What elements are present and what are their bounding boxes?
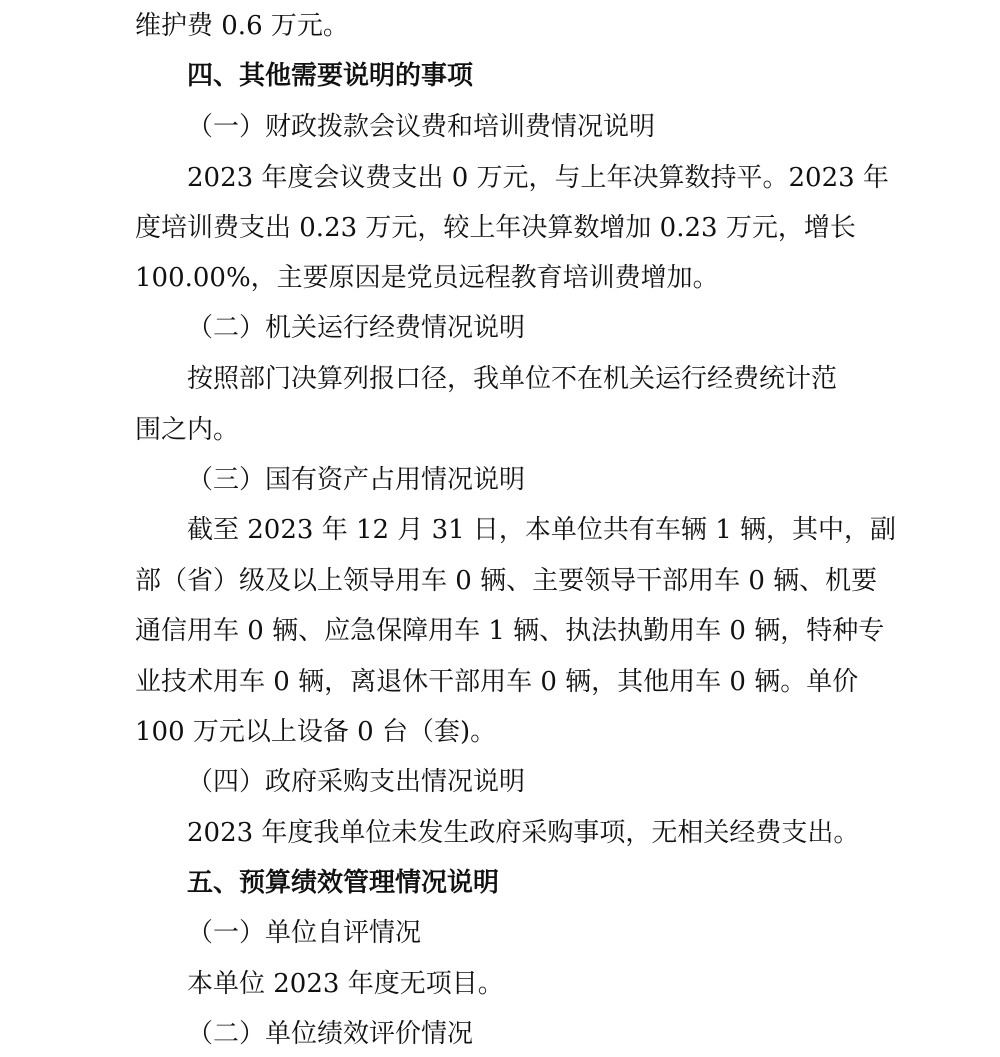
- subsection-heading: （四）政府采购支出情况说明: [187, 767, 526, 797]
- paragraph-line: 通信用车 0 辆、应急保障用车 1 辆、执法执勤用车 0 辆，特种专: [135, 616, 885, 646]
- paragraph-line: 维护费 0.6 万元。: [135, 11, 349, 41]
- subsection-heading: （二）机关运行经费情况说明: [187, 313, 526, 343]
- subsection-heading: （一）单位自评情况: [187, 918, 422, 948]
- subsection-heading: （三）国有资产占用情况说明: [187, 465, 526, 495]
- paragraph-line: 2023 年度我单位未发生政府采购事项，无相关经费支出。: [187, 818, 860, 848]
- paragraph-line: 业技术用车 0 辆，离退休干部用车 0 辆，其他用车 0 辆。单价: [135, 667, 859, 697]
- paragraph-line: 100.00%，主要原因是党员远程教育培训费增加。: [135, 263, 719, 293]
- paragraph-line: 围之内。: [135, 415, 240, 445]
- paragraph-line: [187, 161, 889, 195]
- paragraph-line: 截至 2023 年 12 月 31 日，本单位共有车辆 1 辆，其中，副: [187, 515, 896, 545]
- section-heading: 五、预算绩效管理情况说明: [187, 868, 500, 898]
- paragraph-line: 部（省）级及以上领导用车 0 辆、主要领导干部用车 0 辆、机要: [135, 566, 878, 596]
- paragraph-line: 100 万元以上设备 0 台（套)。: [135, 717, 497, 747]
- section-heading: 四、其他需要说明的事项: [187, 61, 474, 91]
- paragraph-line: 度培训费支出 0.23 万元，较上年决算数增加 0.23 万元，增长: [135, 213, 856, 243]
- paragraph-line: 按照部门决算列报口径，我单位不在机关运行经费统计范: [187, 364, 838, 394]
- subsection-heading: （二）单位绩效评价情况: [187, 1019, 474, 1049]
- paragraph-line: 本单位 2023 年度无项目。: [187, 969, 504, 999]
- subsection-heading: （一）财政拨款会议费和培训费情况说明: [187, 112, 656, 142]
- paragraph-text: 2023 年度会议费支出 0 万元，与上年决算数持平。2023 年: [187, 163, 889, 193]
